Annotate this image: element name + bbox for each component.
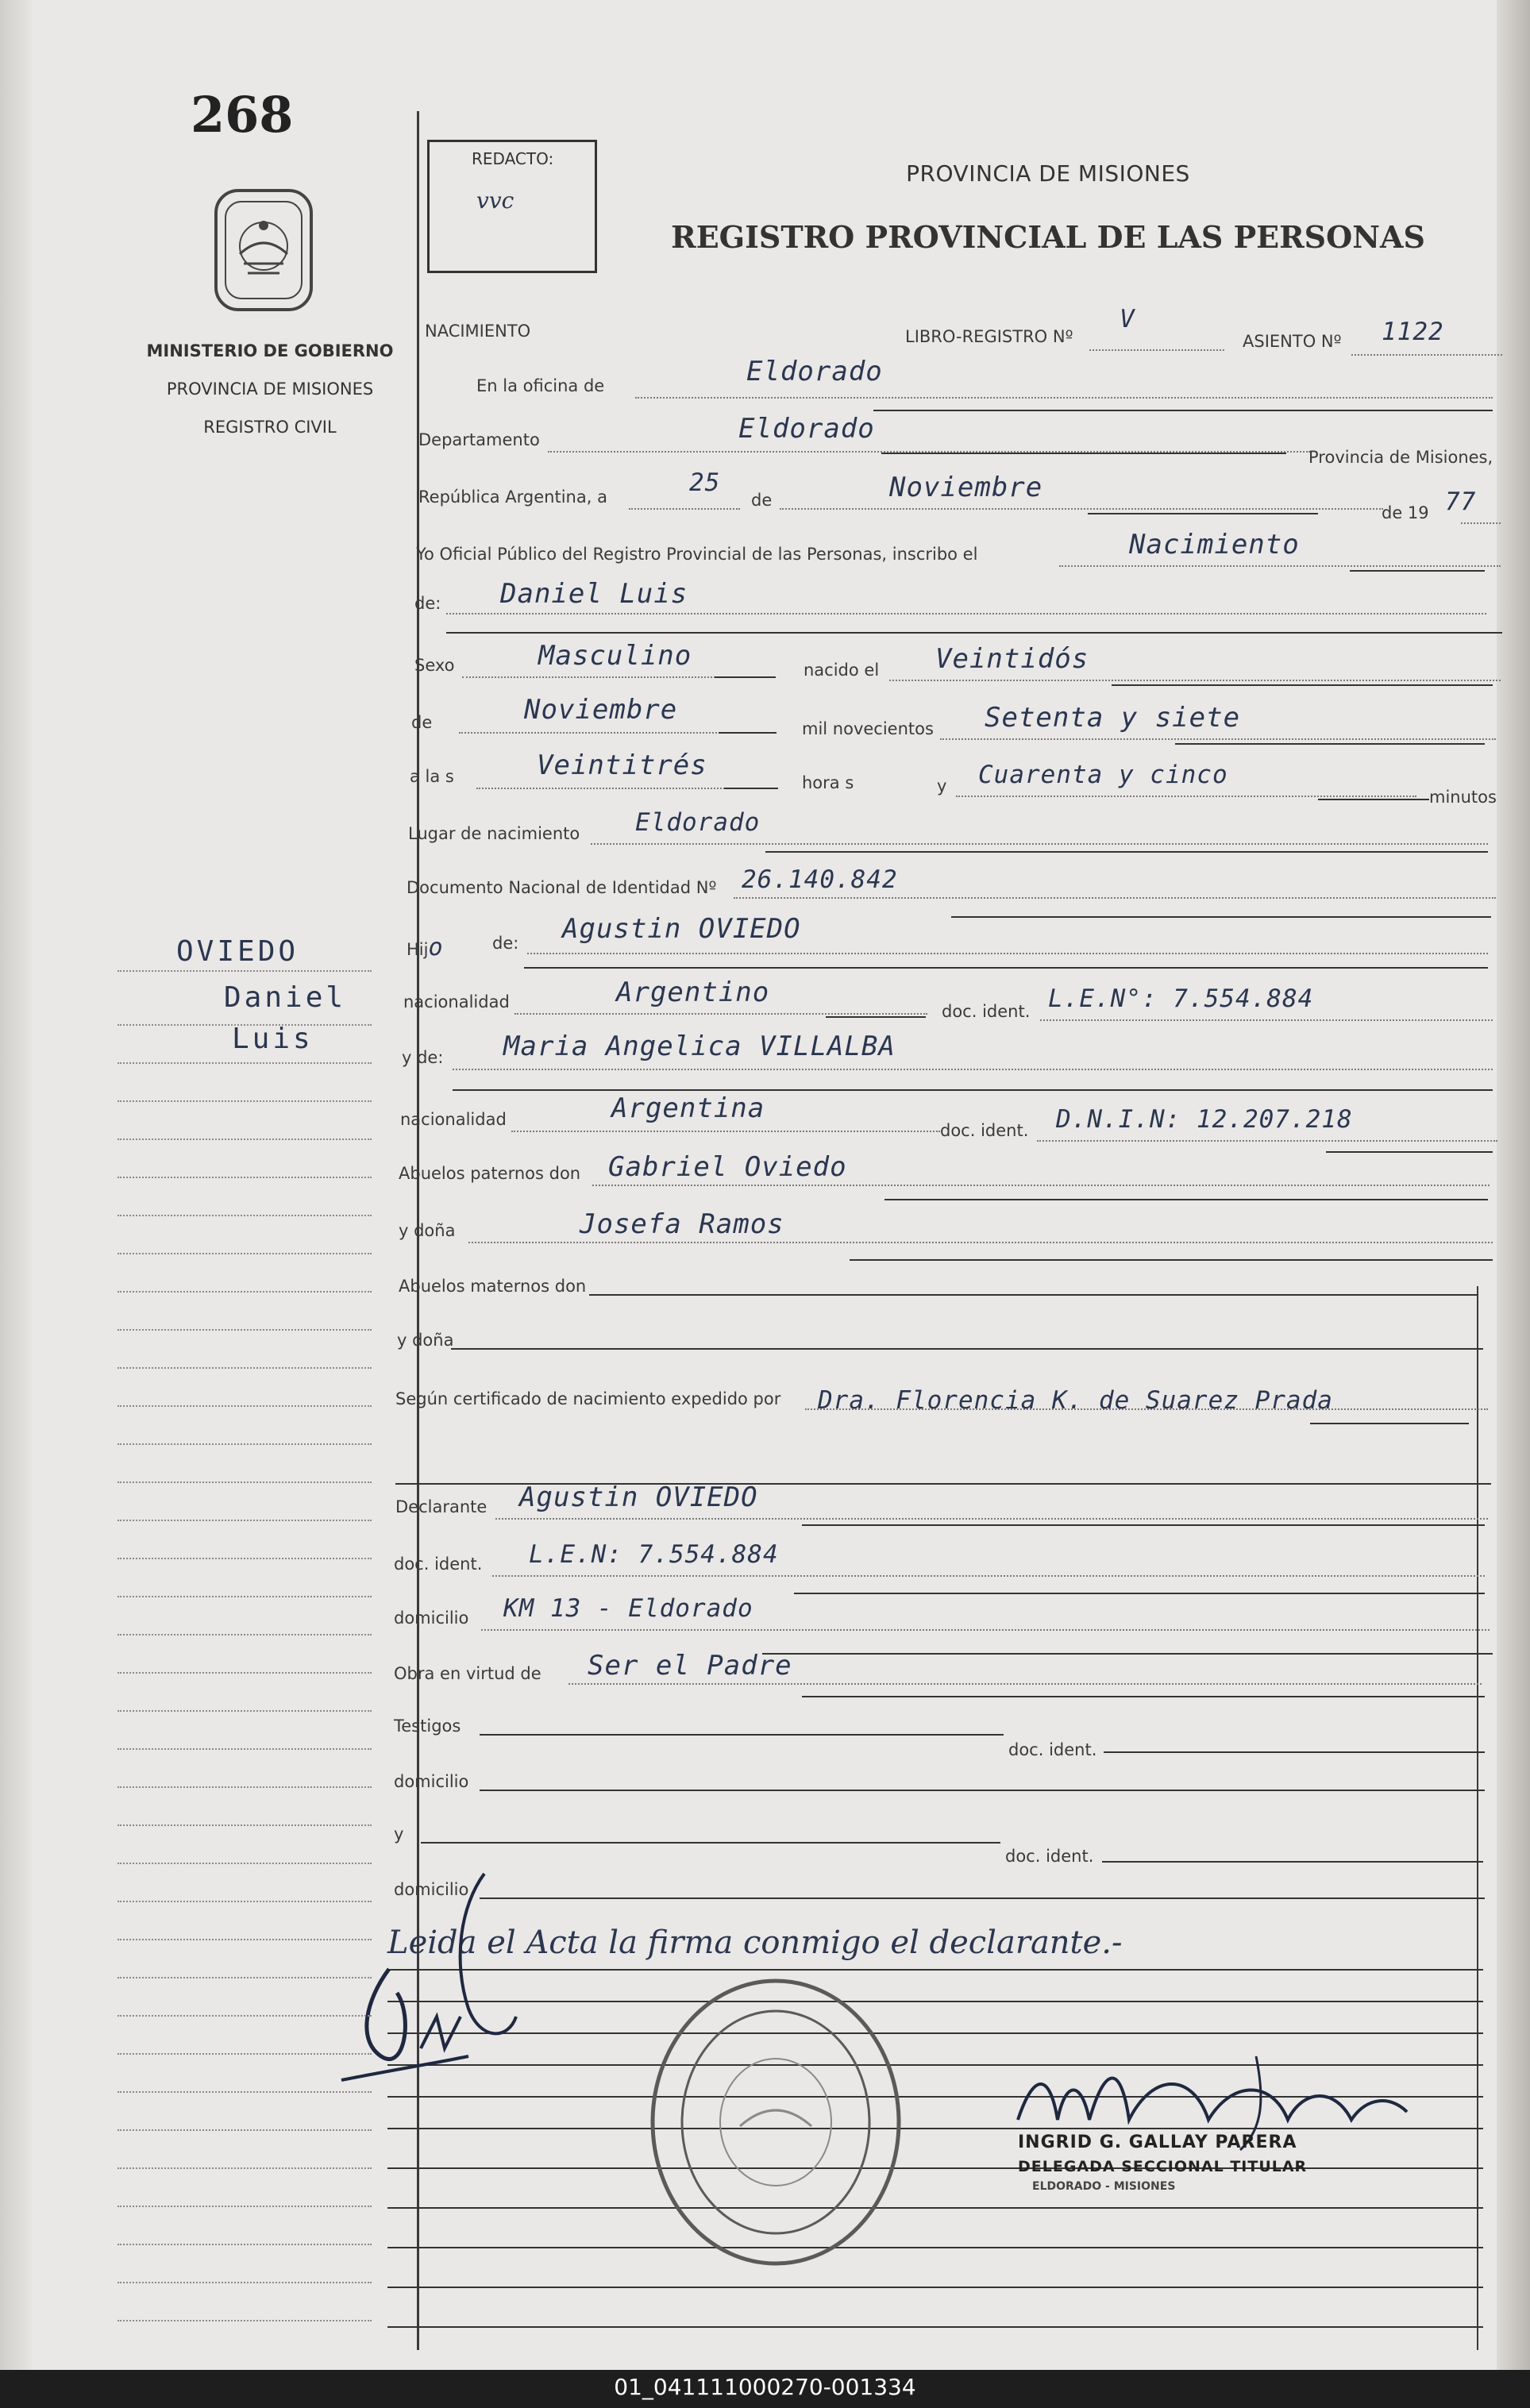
margin-rule [118,1863,372,1864]
padre-nac-rule [826,1016,926,1018]
madre-doc-line [1037,1140,1497,1142]
certificado-value: Dra. Florencia K. de Suarez Prada [818,1386,1333,1415]
nacido-rule [1112,684,1493,686]
certificado-label: Según certificado de nacimiento expedido por [395,1389,781,1408]
oficina-label: En la oficina de [476,376,605,395]
province-title: PROVINCIA DE MISIONES [906,160,1190,187]
oficina-rule [873,410,1493,411]
minutos-label: minutos [1429,788,1497,807]
ab-pat-dona-value: Josefa Ramos [580,1208,784,1240]
testigos-doc-rule [1104,1751,1485,1753]
padre-doc-value: L.E.N°: 7.554.884 [1048,984,1314,1013]
dia-value: 25 [689,468,721,497]
mes-nac-value: Noviembre [524,694,678,726]
ab-mat-dona-label: y doña [397,1331,454,1350]
anio-nac-rule [1175,743,1485,745]
margin-rule [118,1481,372,1483]
testigo2-doc-rule [1102,1861,1483,1863]
margin-rule [118,1939,372,1940]
declarante-value: Agustin OVIEDO [519,1481,758,1513]
testigos-doc-label: doc. ident. [1008,1740,1097,1759]
madre-line [453,1069,1493,1070]
hijo-label [407,934,444,961]
ministry-line3: REGISTRO CIVIL [203,418,337,437]
ab-pat-label: Abuelos paternos don [399,1164,581,1183]
padre-doc-line [1040,1019,1493,1021]
margin-rule [118,1596,372,1597]
asiento-line [1351,354,1502,356]
obra-rule [802,1696,1485,1697]
lugar-label: Lugar de nacimiento [408,824,580,843]
madre-value: Maria Angelica VILLALBA [503,1031,896,1062]
madre-label: y de: [402,1048,444,1067]
mes-nac-label: de [411,713,433,732]
dni-line [734,897,1496,899]
padre-value: Agustin OVIEDO [562,913,801,945]
margin-rule [118,1253,372,1254]
nacido-line [889,680,1501,681]
ab-mat-rule [589,1294,1478,1296]
page-edge-left [0,0,32,2370]
domicilio-value: KM 13 - Eldorado [503,1594,753,1623]
anio-label: de 19 [1382,503,1429,522]
decl-doc-rule [794,1593,1485,1594]
oficial-label: Yo Oficial Público del Registro Provincial de las Personas, inscribo el [416,545,978,564]
testigo1-domicilio-label: domicilio [394,1772,469,1791]
margin-rule [118,1177,372,1178]
margin-rule [118,1824,372,1826]
libro-value: V [1120,305,1135,333]
padre-line [527,953,1488,954]
closing-rule3 [387,2032,1483,2034]
closing-rule10 [387,2287,1483,2288]
anio-nac-line [940,738,1496,740]
closing-rule9 [387,2247,1483,2248]
act-type-label: NACIMIENTO [425,322,531,341]
nacido-value: Veintidós [935,643,1089,675]
official-subtitle: ELDORADO - MISIONES [1032,2180,1176,2193]
margin-rule [118,1977,372,1978]
libro-line [1089,349,1224,351]
minutos-value: Cuarenta y cinco [978,761,1228,789]
nombre-line [446,613,1486,615]
mes-value: Noviembre [889,472,1043,503]
closing-statement: Leida el Acta la firma conmigo el declarante.- [387,1924,1123,1961]
margin-rule [118,2015,372,2017]
anio-value: 77 [1445,487,1477,516]
margin-rule [118,1329,372,1331]
redacto-label: REDACTO: [472,149,554,168]
closing-rule11 [387,2326,1483,2328]
nombre-rule [446,632,1502,634]
margin-rule [118,2320,372,2321]
registry-title: REGISTRO PROVINCIAL DE LAS PERSONAS [671,219,1425,255]
inscripcion-line [1059,565,1501,567]
hijo-label-text: Hij [407,940,429,959]
oficina-value: Eldorado [746,356,883,387]
margin-rule [118,1558,372,1559]
lugar-line [591,843,1488,845]
de-label: de [751,491,773,510]
margin-rule [118,1520,372,1521]
madre-doc-value: D.N.I.N: 12.207.218 [1056,1105,1353,1134]
departamento-rule [881,453,1286,454]
madre-nac-label: nacionalidad [400,1110,507,1129]
provincial-seal-icon [208,184,319,318]
ministry-line1: MINISTERIO DE GOBIERNO [146,341,394,360]
madre-doc-label: doc. ident. [940,1121,1029,1140]
padre-nac-value: Argentino [616,977,770,1008]
de-nombre-label: de: [414,594,441,613]
ab-pat-line [592,1185,1490,1186]
testigo2-domicilio-label: domicilio [394,1880,469,1899]
closing-rule2 [387,2001,1483,2002]
madre-nac-value: Argentina [611,1092,765,1124]
margin-rule [118,2282,372,2283]
testigo2-domicilio-rule [480,1898,1485,1899]
margin-rule [118,1634,372,1636]
right-border-line [1477,1286,1478,2350]
provincia-label: Provincia de Misiones, [1308,448,1493,467]
ab-pat-dona-line [468,1242,1493,1243]
declarante-rule [802,1524,1485,1526]
inscripcion-value: Nacimiento [1129,529,1300,561]
decl-doc-line [492,1575,1485,1577]
dni-value: 26.140.842 [742,865,898,894]
ab-pat-dona-rule [850,1259,1493,1261]
margin-rule [118,1710,372,1712]
testigos-label: Testigos [394,1716,461,1736]
ab-pat-dona-label: y doña [399,1221,456,1240]
decl-doc-value: L.E.N: 7.554.884 [529,1540,779,1569]
ab-pat-value: Gabriel Oviedo [608,1151,847,1183]
horas-label: hora s [802,773,854,792]
horas-rule [724,788,778,789]
sexo-value: Masculino [538,640,692,672]
padre-rule [524,967,1488,969]
madre-nac-line [511,1131,940,1132]
dia-line [629,508,740,510]
closing-rule8 [387,2207,1483,2209]
hijo-suffix: o [428,934,444,961]
milnov-label: mil novecientos [802,719,934,738]
asiento-value: 1122 [1382,318,1444,346]
margin-rule [118,1291,372,1293]
margin-rule [118,1901,372,1902]
margin-rule [118,2167,372,2169]
nacido-label: nacido el [804,661,880,680]
libro-label: LIBRO-REGISTRO Nº [905,327,1073,346]
testigo2-label: y [394,1824,404,1844]
lugar-value: Eldorado [635,808,761,837]
decl-doc-label: doc. ident. [394,1555,483,1574]
hijo-de-label: de: [492,934,519,953]
margin-rule [118,970,372,972]
domicilio-rule [762,1653,1493,1655]
folio-number: 268 [191,86,294,144]
inscripcion-rule [1350,570,1485,572]
margin-rule [118,1062,372,1064]
margin-rule [118,2206,372,2207]
ab-pat-rule [884,1199,1488,1200]
margin-rule [118,2053,372,2055]
domicilio-label: domicilio [394,1609,469,1628]
departamento-value: Eldorado [738,413,875,445]
margin-rule [118,1139,372,1140]
nombre-value: Daniel Luis [500,578,688,610]
margin-rule [118,2244,372,2245]
margin-rule [118,1443,372,1445]
image-id-label: 01_041111000270-001334 [614,2374,916,2400]
margin-rule [118,1100,372,1102]
obra-label: Obra en virtud de [394,1664,541,1683]
alas-label: a la s [410,767,454,786]
margin-given-name-1: Daniel [224,981,347,1014]
mes-rule [1088,513,1318,514]
mes-line [780,508,1383,510]
declarant-signature-icon [333,1858,548,2120]
official-name: INGRID G. GALLAY PARERA [1018,2133,1297,2152]
madre-rule [453,1089,1493,1091]
testigo1-domicilio-rule [480,1790,1485,1791]
testigo2-rule [421,1842,1000,1844]
margin-rule [118,1367,372,1369]
departamento-label: Departamento [418,430,540,449]
testigo2-doc-label: doc. ident. [1005,1847,1094,1866]
margin-given-name-2: Luis [232,1023,314,1055]
declarante-label: Declarante [395,1497,488,1516]
margin-rule [118,1748,372,1750]
asiento-label: ASIENTO Nº [1243,332,1342,351]
margin-rule [118,2091,372,2093]
oficina-line [635,397,1493,399]
anio-line [1461,522,1501,524]
margin-rule [118,2129,372,2131]
horas-value: Veintitrés [537,749,707,781]
sexo-rule [715,676,776,678]
margin-surname: OVIEDO [176,935,299,968]
republica-label: República Argentina, a [418,487,607,507]
sexo-label: Sexo [414,656,455,675]
certificado-rule [1310,1423,1469,1424]
anio-nac-value: Setenta y siete [985,702,1241,734]
padre-nac-label: nacionalidad [403,992,510,1011]
ab-mat-label: Abuelos maternos don [399,1277,587,1296]
ab-mat-dona-rule [451,1348,1483,1350]
ministry-line2: PROVINCIA DE MISIONES [166,380,374,399]
declarante-line [495,1518,1488,1520]
official-stamp-icon [645,1975,907,2269]
lugar-rule [765,851,1488,853]
madre-doc-rule [1326,1151,1493,1153]
y-label: y [937,776,947,796]
padre-doc-label: doc. ident. [942,1002,1031,1021]
margin-rule [118,1672,372,1674]
minutos-line [956,796,1416,797]
redacto-initials: vvc [476,187,514,214]
dni-rule [951,916,1491,918]
closing-rule [387,1969,1483,1971]
mes-nac-rule [719,732,777,734]
dni-label: Documento Nacional de Identidad Nº [407,878,717,897]
minutos-rule [1318,799,1429,800]
padre-nac-line [514,1013,927,1015]
testigos-rule [480,1734,1004,1736]
closing-rule7 [387,2167,1483,2169]
margin-rule [118,1405,372,1407]
obra-line [568,1683,1482,1685]
margin-rule [118,1215,372,1216]
ministry-header [143,332,397,446]
obra-value: Ser el Padre [588,1650,792,1682]
domicilio-line [481,1629,1490,1631]
margin-rule [118,1786,372,1788]
official-title: DELEGADA SECCIONAL TITULAR [1018,2158,1308,2175]
